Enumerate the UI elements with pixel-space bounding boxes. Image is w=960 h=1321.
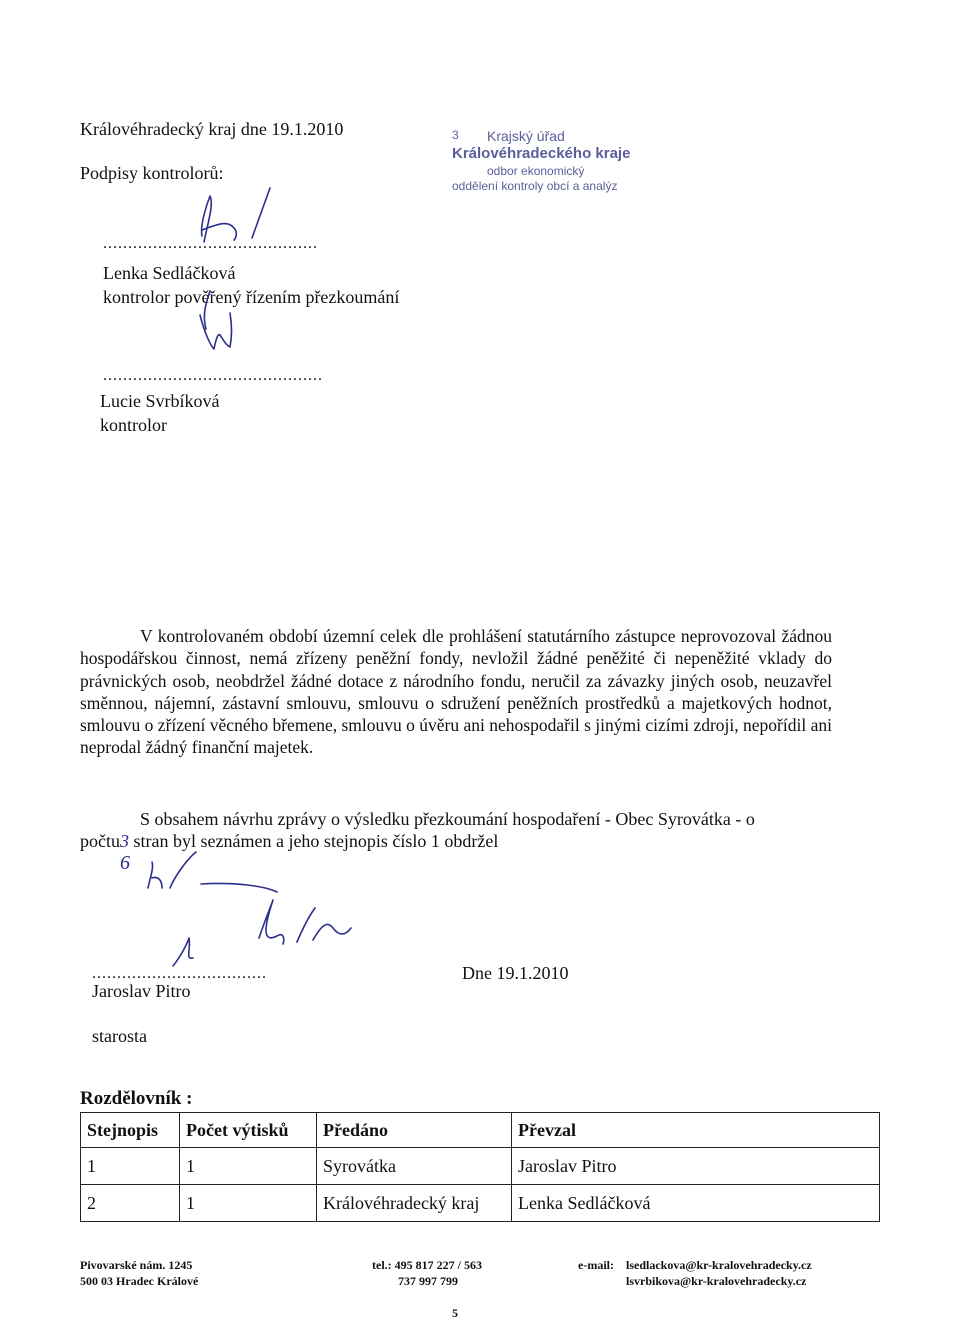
statement-paragraph: V kontrolovaném období územní celek dle prohlášení statutárního zástupce neprovozoval žádnou hospodářskou činnost, nemá zřízeny peněžní fondy, nevložil žádné peněžité či nepeněžité vklady do právnických osob, neobdržel žádné dotace z národního fondu, neručil za závazky jiných osob, neuzavřel směnnou, nájemní, zástavní smlouvu, smlouvu o sdružení peněžních prostředků a majetkových hodnot, smlouvu o zřízení věcného břemene, smlouvu o úvěru ani nehospodařil s jinými cizími zdroji, nepořídil ani neprodal žádný finanční majetek. <box>80 626 832 758</box>
controller-1-name: Lenka Sedláčková <box>103 263 236 283</box>
acknowledgement-after: stran byl seznámen a jeho stejnopis číslo 1 obdržel <box>129 831 499 851</box>
footer-address-2: 500 03 Hradec Králové <box>80 1274 199 1288</box>
table-row <box>81 1148 880 1185</box>
mayor-role: starosta <box>92 1026 147 1046</box>
footer-email-1: lsedlackova@kr-kralovehradecky.cz <box>626 1258 812 1272</box>
header-stejnopis: Stejnopis <box>81 1113 180 1148</box>
mayor-date: Dne 19.1.2010 <box>462 963 569 983</box>
distribution-table <box>80 1112 880 1222</box>
table-header-row <box>81 1113 880 1148</box>
header-predano: Předáno <box>317 1113 512 1148</box>
cell-pocet: 1 <box>180 1148 317 1185</box>
place-date: Královéhradecký kraj dne 19.1.2010 <box>80 119 344 139</box>
cell-stejnopis: 2 <box>81 1185 180 1222</box>
stamp-line-4: oddělení kontroly obcí a analýz <box>452 179 618 193</box>
distribution-title: Rozdělovník : <box>80 1088 193 1109</box>
cell-prevzal: Jaroslav Pitro <box>512 1148 880 1185</box>
footer-address-1: Pivovarské nám. 1245 <box>80 1258 193 1272</box>
signatures-label: Podpisy kontrolorů: <box>80 163 224 183</box>
header-pocet-vytisku: Počet výtisků <box>180 1113 317 1148</box>
footer-tel-2: 737 997 799 <box>398 1274 458 1288</box>
controller-1-role: kontrolor pověřený řízením přezkoumání <box>103 287 400 307</box>
signature-line-mayor: ................................... <box>92 965 267 982</box>
acknowledgement-line-1: S obsahem návrhu zprávy o výsledku přezkoumání hospodaření - Obec Syrovátka - o <box>140 809 755 829</box>
stamp-line-1: Krajský úřad <box>487 128 565 144</box>
acknowledgement-before: počtu <box>80 831 120 851</box>
signature-pitro <box>165 880 375 972</box>
mayor-name: Jaroslav Pitro <box>92 981 191 1001</box>
footer-email-label: e-mail: <box>578 1258 614 1272</box>
footer-email-2: lsvrbikova@kr-kralovehradecky.cz <box>626 1274 807 1288</box>
handwritten-mark: 6 <box>120 852 130 874</box>
signature-svrbikova <box>190 285 250 357</box>
stamp-line-2: Královéhradeckého kraje <box>452 145 631 162</box>
page-number: 5 <box>452 1306 458 1320</box>
controller-2-role: kontrolor <box>100 415 167 435</box>
cell-pocet: 1 <box>180 1185 317 1222</box>
signature-line-1: ........................................... <box>103 235 318 252</box>
signature-line-2: ............................................ <box>103 367 323 384</box>
cell-stejnopis: 1 <box>81 1148 180 1185</box>
cell-predano: Syrovátka <box>317 1148 512 1185</box>
footer-tel-1: tel.: 495 817 227 / 563 <box>372 1258 482 1272</box>
table-row <box>81 1185 880 1222</box>
cell-predano: Královéhradecký kraj <box>317 1185 512 1222</box>
handwritten-page-count: 3 <box>120 831 129 851</box>
stamp-line-3: odbor ekonomický <box>487 164 585 178</box>
header-prevzal: Převzal <box>512 1113 880 1148</box>
stamp-number: 3 <box>452 128 459 142</box>
controller-2-name: Lucie Svrbíková <box>100 391 220 411</box>
cell-prevzal: Lenka Sedláčková <box>512 1185 880 1222</box>
